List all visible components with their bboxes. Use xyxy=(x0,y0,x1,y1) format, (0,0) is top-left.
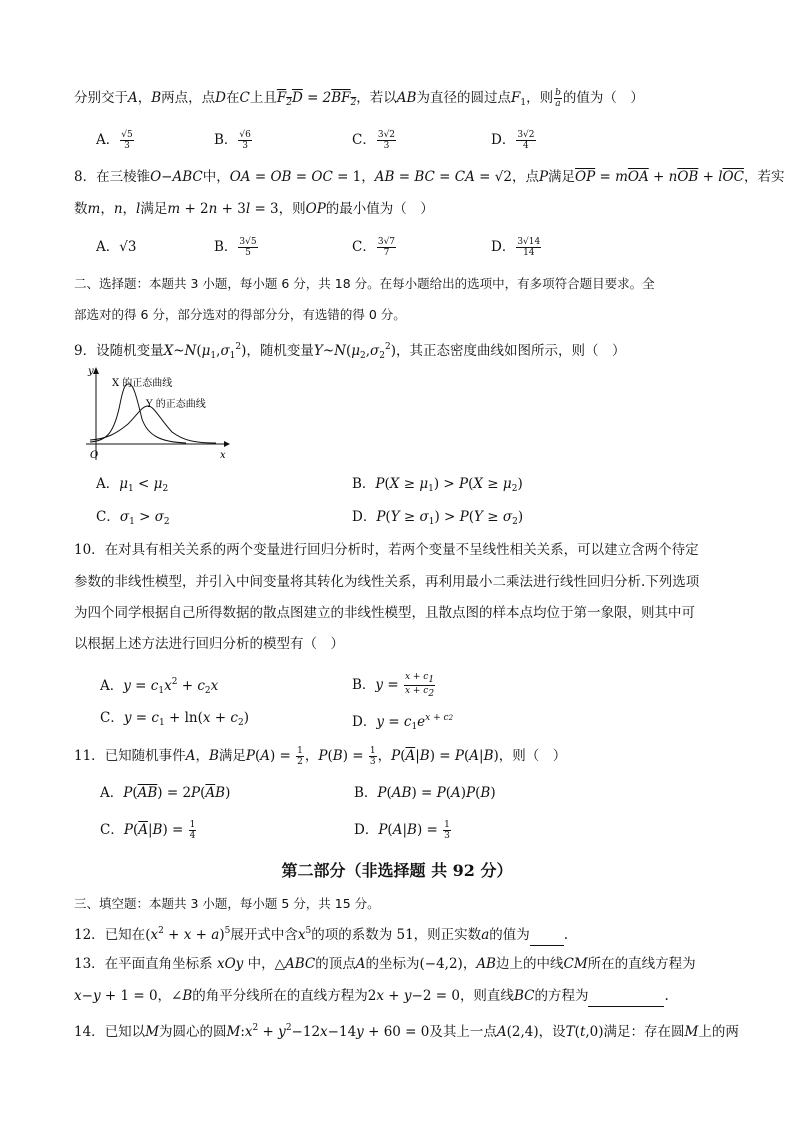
q10-line-4: 以根据上述方法进行回归分析的模型有（ ） xyxy=(74,636,344,652)
q7-option-b[interactable]: B． $\frac{√6}{3}$ xyxy=(214,130,251,151)
q8-option-c[interactable]: C． $\frac{3√7}{7}$ xyxy=(352,237,396,258)
normal-curves-figure xyxy=(76,364,236,464)
q8-line-1: 8．在三棱锥O−ABC中，OA = OB = OC = 1，AB = BC = CA = √2，点P满足$\overline{OP} = m\overline{OA} + n\overline{OB} + l\overline{OC}$，若实 xyxy=(74,169,785,185)
q8-line-2: 数m，n，l满足m + 2n + 3l = 3，则OP的最小值为（ ） xyxy=(74,201,434,217)
part-2-title: 第二部分（非选择题 共 92 分） xyxy=(281,861,513,880)
q7-option-a[interactable]: A． $\frac{√5}{3}$ xyxy=(96,130,133,151)
q8-option-d[interactable]: D． $\frac{3√14}{14}$ xyxy=(491,237,541,258)
q14-line: 14．已知以M为圆心的圆$M:x^2 + y^2-12x-14y + 60 = 0$及其上一点A(2,4)，设T(t,0)满足：存在圆M上的两 xyxy=(74,1023,739,1040)
q9-option-d[interactable]: D．$P(Y \ge \sigma_1) > P(Y \ge \sigma_2)$ xyxy=(352,509,524,527)
q13-line-2: x−y + 1 = 0，∠B的角平分线所在的直线方程为2x + y−2 = 0，则直线BC的方程为 . xyxy=(74,986,669,1007)
q10-option-b[interactable]: B．y = $\frac{x + c1}{x + c2}$ xyxy=(352,672,435,699)
q13-line-1: 13．在平面直角坐标系 xOy 中，△ABC的顶点A的坐标为(−4,2)，AB边上的中线CM所在的直线方程为 xyxy=(74,956,696,972)
x-curve-label: X 的正态曲线 xyxy=(112,378,173,389)
y-curve-label: Y 的正态曲线 xyxy=(146,399,206,410)
q11-option-a[interactable]: A．$P(\overline{AB}) = 2P(\overline{A}B)$ xyxy=(100,785,231,801)
q10-line-3: 为四个同学根据自己所得数据的散点图建立的非线性模型，且散点图的样本点均位于第一象限，则其中可 xyxy=(74,605,695,621)
section-2-line-1: 二、选择题：本题共 3 小题，每小题 6 分，共 18 分。在每小题给出的选项中，有多项符合题目要求。全 xyxy=(74,276,655,291)
origin-label: O xyxy=(90,450,99,461)
y-axis-arrow xyxy=(93,367,99,374)
section-3-heading: 三、填空题：本题共 3 小题，每小题 5 分，共 15 分。 xyxy=(74,896,380,911)
q9-option-c[interactable]: C．$\sigma_1 > \sigma_2$ xyxy=(96,509,170,527)
q10-line-1: 10．在对具有相关关系的两个变量进行回归分析时，若两个变量不呈线性相关关系，可以建立含两个待定 xyxy=(74,542,699,558)
q10-option-c[interactable]: C．$y = c_1 + \ln(x + c_2)$ xyxy=(100,710,249,728)
section-2-line-2: 部选对的得 6 分，部分选对的得部分分，有选错的得 0 分。 xyxy=(74,307,406,322)
q12-line: 12．已知在$(x^2 + x + a)^5$展开式中含$x^5$的项的系数为 51，则正实数a的值为 . xyxy=(74,921,568,946)
x-axis-label: x xyxy=(220,450,226,461)
q7-line: 分别交于A，B两点，点D在C上且$F_2D = 2BF_2$，若以AB为直径的圆过点$F_1$，则 $\frac{b}{a}$ 的值为（ ） xyxy=(74,88,644,109)
y-axis-label: y xyxy=(88,366,94,377)
q9-option-a[interactable]: A．$\mu_1 < \mu_2$ xyxy=(96,476,169,494)
q13-answer-blank[interactable] xyxy=(588,986,664,1007)
q9-line: 9．设随机变量$X\sim N(\mu_1,\sigma_1^2)$，随机变量$Y\sim N(\mu_2,\sigma_2^2)$，其正态密度曲线如图所示，则（ ） xyxy=(74,342,626,361)
q11-line: 11．已知随机事件A，B满足P(A) = $\frac{1}{2}$ ，P(B) = $\frac{1}{3}$ ，$P(\overline{A}|B) = P(A|B)$，则（ ） xyxy=(74,746,567,767)
q10-option-a[interactable]: A．$y = c_1x^2 + c_2x$ xyxy=(100,677,219,696)
q12-answer-blank[interactable] xyxy=(530,925,564,946)
q7-option-c[interactable]: C． $\frac{3√2}{3}$ xyxy=(352,130,396,151)
q11-option-d[interactable]: D．P(A|B) = $\frac{1}{3}$ xyxy=(354,820,450,841)
q8-option-a[interactable]: A．√3 xyxy=(96,239,137,255)
q8-option-b[interactable]: B． $\frac{3√5}{5}$ xyxy=(214,237,257,258)
q11-option-c[interactable]: C．$P(\overline{A}|B)$ = $\frac{1}{4}$ xyxy=(100,820,196,841)
q7-option-d[interactable]: D． $\frac{3√2}{4}$ xyxy=(491,130,535,151)
q10-option-d[interactable]: D．$y = c_1e^{x + c2}$ xyxy=(352,713,454,732)
x-axis-arrow xyxy=(224,441,230,447)
q11-option-b[interactable]: B．P(AB) = P(A)P(B) xyxy=(354,785,496,801)
y-normal-curve xyxy=(90,406,216,443)
q10-line-2: 参数的非线性模型，并引入中间变量将其转化为线性关系，再利用最小二乘法进行线性回归分析.下列选项 xyxy=(74,574,700,590)
q9-option-b[interactable]: B．$P(X \ge \mu_1) > P(X \ge \mu_2)$ xyxy=(352,476,523,494)
